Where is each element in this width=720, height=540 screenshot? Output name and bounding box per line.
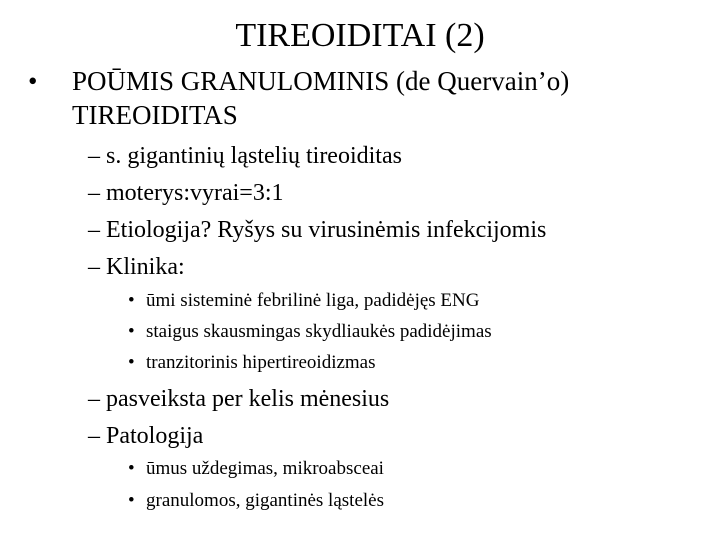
patologija-item-text: granulomos, gigantinės ląstelės — [146, 490, 384, 511]
sub-item: – s. gigantinių ląstelių tireoiditas — [88, 143, 402, 169]
slide-title: TIREOIDITAI (2) — [235, 17, 485, 54]
main-bullet-text: POŪMIS GRANULOMINIS (de Quervain’o) TIREOIDITAS — [72, 66, 570, 130]
sub-item: – Klinika: — [88, 254, 185, 280]
bullet-icon: • — [128, 321, 135, 342]
bullet-icon: • — [128, 490, 135, 511]
sub-item: – moterys:vyrai=3:1 — [88, 180, 284, 206]
patologija-item-text: ūmus uždegimas, mikroabsceai — [146, 458, 384, 479]
sub-item: – Etiologija? Ryšys su virusinėmis infekcijomis — [88, 217, 547, 243]
bullet-icon: • — [128, 290, 135, 311]
klinika-item-text: staigus skausmingas skydliaukės padidėjimas — [146, 321, 492, 342]
klinika-item-text: ūmi sisteminė febrilinė liga, padidėjęs ENG — [146, 290, 480, 311]
klinika-item-text: tranzitorinis hipertireoidizmas — [146, 352, 376, 373]
sub-item: – Patologija — [88, 423, 204, 449]
bullet-icon: • — [28, 66, 38, 96]
bullet-icon: • — [128, 352, 135, 373]
sub-item: – pasveiksta per kelis mėnesius — [88, 386, 390, 412]
bullet-icon: • — [128, 458, 135, 479]
